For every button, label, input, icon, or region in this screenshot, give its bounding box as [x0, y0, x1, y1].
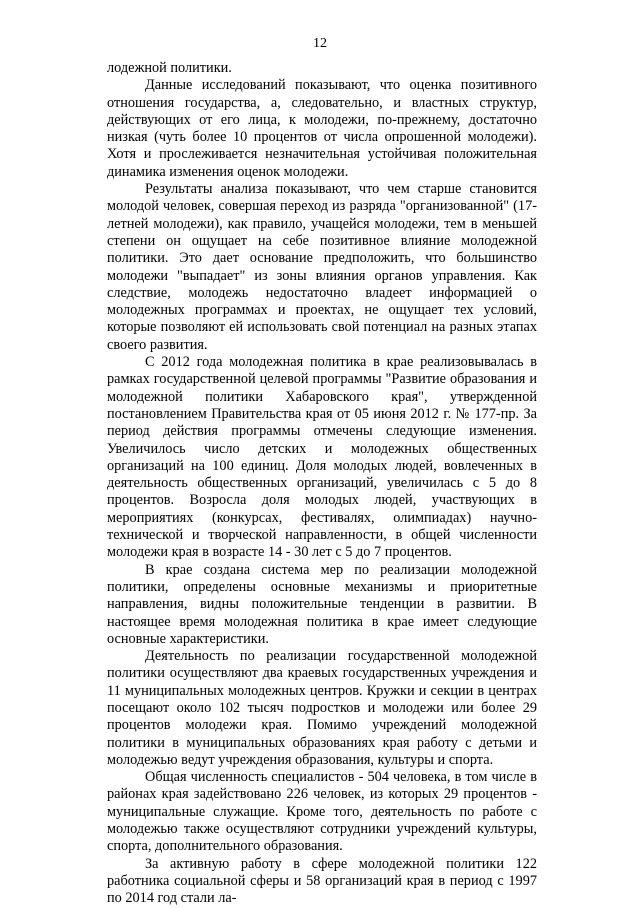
paragraph: Деятельность по реализации государственной молодежной политики осуществляют два краевых государственных учреждения и 11 муниципальных молодежных центров. Кружки и секции в центрах посещают около 102 тысяч подростков и молодежи или более 29 процентов молодежи края. Помимо учреждений молодежной политики в муниципальных образованиях края работу с детьми и молодежью ведут учреждения образования, культуры и спорта.	[107, 648, 537, 768]
paragraph: лодежной политики.	[107, 60, 232, 76]
paragraph: Общая численность специалистов - 504 человека, в том числе в районах края задействовано 226 человек, из которых 29 процентов - муниципальные служащие. Кроме того, деятельность по работе с молодежью также осуществляют сотрудники учреждений культуры, спорта, дополнительного образования.	[107, 769, 537, 855]
paragraph: С 2012 года молодежная политика в крае реализовывалась в рамках государственной целевой программы "Развитие образования и молодежной политики Хабаровского края", утвержденной постановлением Правительства края от 05 июня 2012 г. № 177-пр. За период действия программы отмечены следующие изменения. Увеличилось число детских и молодежных общественных организаций на 100 единиц. Доля молодых людей, вовлеченных в деятельность общественных организаций, увеличилась с 5 до 8 процентов. Возросла доля молодых людей, участвующих в мероприятиях (конкурсах, фестивалях, олимпиадах) научно-технической и творческой направленности, в общей численности молодежи края в возрасте 14 - 30 лет с 5 до 7 процентов.	[107, 354, 537, 561]
document-body	[107, 60, 537, 908]
paragraph: Данные исследований показывают, что оценка позитивного отношения государства, а, следовательно, и властных структур, действующих от его лица, к молодежи, по-прежнему, достаточно низкая (чуть более 10 процентов от числа опрошенной молодежи). Хотя и прослеживается незначительная устойчивая положительная динамика изменения оценок молодежи.	[107, 77, 537, 180]
paragraph: Результаты анализа показывают, что чем старше становится молодой человек, совершая переход из разряда "организованной" (17-летней молодежи), как правило, учащейся молодежи, тем в меньшей степени он ощущает на себе позитивное влияние молодежной политики. Это дает основание предположить, что большинство молодежи "выпадает" из зоны влияния органов управления. Как следствие, молодежь недостаточно владеет информацией о молодежных программах и проектах, не ощущает тех условий, которые позволяют ей использовать свой потенциал на разных этапах своего развития.	[107, 181, 537, 353]
page-number: 12	[313, 36, 327, 51]
paragraph: В крае создана система мер по реализации молодежной политики, определены основные механизмы и приоритетные направления, видны положительные тенденции в развитии. В настоящее время молодежная политика в крае имеет следующие основные характеристики.	[107, 561, 537, 647]
paragraph: За активную работу в сфере молодежной политики 122 работника социальной сферы и 58 организаций края в период с 1997 по 2014 год стали ла-	[107, 855, 537, 907]
